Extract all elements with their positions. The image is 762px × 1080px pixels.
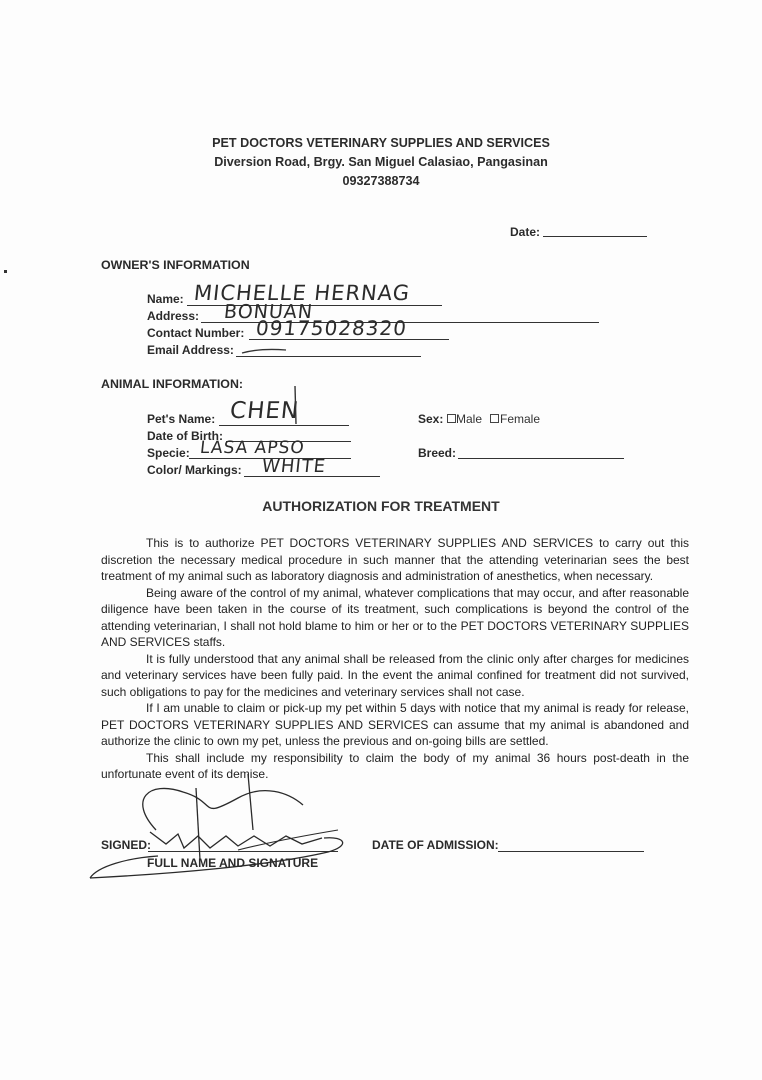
authorization-paragraph-5: This shall include my responsibility to claim the body of my animal 36 hours post-death in the unfortunate event of its demise. xyxy=(101,750,689,781)
email-field[interactable] xyxy=(236,356,421,357)
pet-name-field[interactable] xyxy=(219,425,349,426)
pet-name-value: CHEN xyxy=(228,398,301,424)
stray-mark xyxy=(4,270,7,273)
email-scribble xyxy=(240,346,290,356)
authorization-paragraph-3: It is fully understood that any animal shall be released from the clinic only after charges for medicines and veterinary services have been fully paid. In the event the animal confined for treatment did not survived, such obligations to pay for the medicines and veterinary services shall not case. xyxy=(101,651,689,699)
authorization-paragraph-2: Being aware of the control of my animal, whatever complications that may occur, and after reasonable diligence have been taken in the course of its treatment, such complications is beyond the control of the attending veterinarian, I shall not hold blame to him or her or to the PET DOCTORS VETERINARY SUPPLIES AND SERVICES staffs. xyxy=(101,585,689,649)
clinic-name: PET DOCTORS VETERINARY SUPPLIES AND SERVICES xyxy=(212,136,550,150)
signature-drawing xyxy=(88,770,358,885)
signed-label: SIGNED: xyxy=(101,838,152,852)
sex-female-label: Female xyxy=(500,412,541,426)
dob-label: Date of Birth: xyxy=(147,429,223,443)
owner-address-label: Address: xyxy=(147,309,200,323)
color-markings-label: Color/ Markings: xyxy=(147,463,242,477)
owner-section-title: OWNER'S INFORMATION xyxy=(101,258,250,272)
sex-male-label: Male xyxy=(456,412,483,426)
animal-section-title: ANIMAL INFORMATION: xyxy=(101,377,244,391)
sex-label: Sex: xyxy=(418,412,444,426)
email-label: Email Address: xyxy=(147,343,234,357)
owner-address-value: BONUAN xyxy=(222,301,315,323)
owner-name-label: Name: xyxy=(147,292,184,306)
owner-name-value: MICHELLE HERNAG xyxy=(192,281,412,305)
sex-female-checkbox[interactable] xyxy=(490,414,499,423)
authorization-paragraph-1: This is to authorize PET DOCTORS VETERINARY SUPPLIES AND SERVICES to carry out this discretion the necessary medical procedure in such manner that the attending veterinarian sees the best treatment of my animal such as laboratory diagnosis and administration of anesthetics, when necessary. xyxy=(101,536,689,583)
authorization-paragraph-4: If I am unable to claim or pick-up my pet within 5 days with notice that my animal is ready for release, PET DOCTORS VETERINARY SUPPLIES AND SERVICES can assume that my animal is abandoned and authorize the clinic to own my pet, unless the previous and on-going bills are settled. xyxy=(101,701,689,748)
admission-date-label: DATE OF ADMISSION: xyxy=(372,838,499,852)
contact-number-value: 09175028320 xyxy=(254,316,409,340)
specie-label: Specie: xyxy=(147,446,190,460)
authorization-title: AUTHORIZATION FOR TREATMENT xyxy=(262,498,500,514)
authorization-text xyxy=(101,535,689,783)
signature-caption: FULL NAME AND SIGNATURE xyxy=(147,856,319,870)
pet-name-label: Pet's Name: xyxy=(147,412,216,426)
color-markings-value: WHITE xyxy=(260,456,328,477)
admission-date-field[interactable] xyxy=(498,851,644,852)
sex-male-checkbox[interactable] xyxy=(447,414,456,423)
contact-number-label: Contact Number: xyxy=(147,326,245,340)
breed-field[interactable] xyxy=(458,458,624,459)
specie-value: LASA APSO xyxy=(198,438,306,458)
clinic-address: Diversion Road, Brgy. San Miguel Calasiao, Pangasinan xyxy=(214,155,548,169)
breed-label: Breed: xyxy=(418,446,457,460)
date-label: Date: xyxy=(510,225,541,239)
date-field[interactable] xyxy=(543,236,647,237)
pet-name-stroke xyxy=(290,384,310,428)
clinic-phone: 09327388734 xyxy=(342,174,420,188)
